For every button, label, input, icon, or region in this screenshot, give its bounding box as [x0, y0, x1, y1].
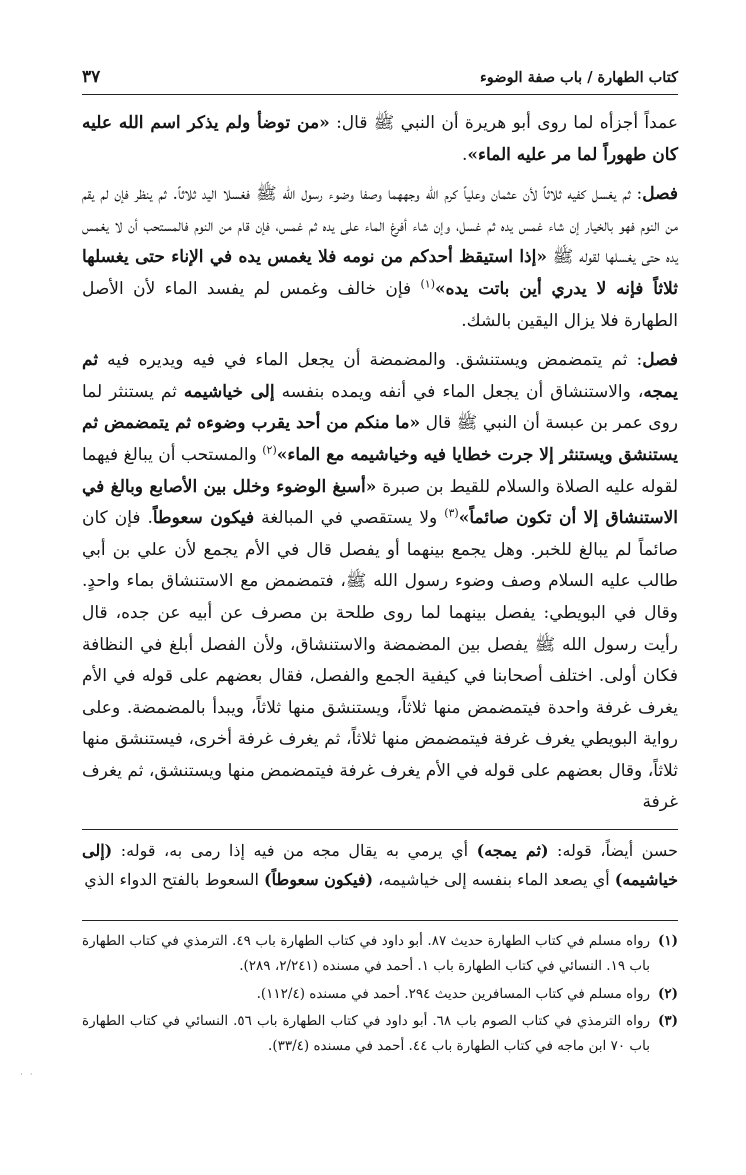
section-heading: فصل: [642, 350, 678, 371]
bold-term: ثم يمجه: [82, 350, 678, 402]
footnote-ref: (٣): [444, 506, 459, 520]
footnote-ref: (١): [420, 277, 435, 291]
text-run: فإن خالف وغمس لم يفسد الماء لأن الأصل الطهارة فلا يزال اليقين بالشك.: [82, 278, 678, 331]
text-run: أي يصعد الماء بنفسه إلى خياشيمه،: [373, 870, 615, 889]
footnote-number: (٣): [657, 1013, 678, 1030]
hadith-quote: «أسبغ الوضوء وخلل بين الأصابع وبالغ في الاستنشاق إلا أن تكون صائماً»: [82, 476, 678, 529]
text-run: ، والاستنشاق أن يجعل الماء في أنفه ويمده بنفسه: [274, 381, 644, 402]
chapter-title: كتاب الطهارة / باب صفة الوضوء: [479, 69, 678, 86]
bold-term: فيكون سعوطاً: [152, 508, 255, 529]
footnote-text: رواه مسلم في كتاب الطهارة حديث ٨٧. أبو داود في كتاب الطهارة باب ٤٩. الترمذي في كتاب الطهارة باب ١٩. النسائي في كتاب الطهارة باب ١. أحمد في مسنده (٢/٢٤١، ٢٨٩).: [82, 933, 650, 974]
text-run: السعوط بالفتح الدواء الذي: [84, 870, 265, 889]
footnotes-divider: [82, 920, 678, 921]
page-number: ٣٧: [82, 67, 101, 87]
text-run: والمستحب أن يبالغ فيهما لقوله عليه الصلاة والسلام للقيط بن صبرة: [82, 444, 679, 497]
footnote-number: (٢): [657, 985, 678, 1002]
paragraph-2: [82, 179, 678, 337]
paragraph-1: [82, 108, 678, 171]
text-run: . فإن كان صائماً لم يبالغ للخبر. وهل يجمع بينهما أو يفصل قال في الأم يجمع لأن علي بن أبي طالب عليه السلام وصف وضوء رسول الله ﷺ، فتمضمض مع الاستنشاق بماء واحدٍ. وقال في البويطي: يفصل بينهما لما روى طلحة بن مصرف عن أبيه عن جده، قال رأيت رسول الله ﷺ يفصل بين المضمضة والاستنشاق، ولأن الفصل أبلغ في النظافة فكان أولى. اختلف أصحابنا في كيفية الجمع والفصل، فقال بعضهم على قوله في الأم يغرف غرفة واحدة فيتمضمض منها ثلاثاً، ويستنشق منها ثلاثاً، ويبدأ بالمضمضة. وعلى رواية البويطي يغرف غرفة فيتمضمض منها ثلاثاً، ثم يغرف غرفة أخرى، فيستنشق منها ثلاثاً، وقال بعضهم على قوله في الأم يغرف غرفة فيتمضمض منها ويستنشق، ثم يغرف غرفة: [82, 508, 678, 813]
running-header: [82, 66, 678, 95]
text-run: : ثم يتمضمض ويستنشق. والمضمضة أن يجعل الماء في فيه ويديره فيه: [98, 350, 643, 371]
bold-term: (فيكون سعوطاً): [264, 870, 374, 889]
hadith-quote: «ما منكم من أحد يقرب وضوءه ثم يتمضمض ثم يستنشق ويستنثر إلا جرت خطايا فيه وخياشيمه مع الماء»: [82, 413, 678, 465]
footnote-2: [82, 982, 678, 1007]
hadith-quote: «من توضأ ولم يذكر اسم الله عليه كان طهوراً لما مر عليه الماء»: [82, 113, 678, 165]
paragraph-3: [82, 345, 678, 819]
footnote-number: (١): [657, 933, 678, 949]
text-run: أي يرمي به يقال مجه من فيه إذا رمى به، قوله:: [112, 841, 477, 860]
scan-artifact-dots: · ·: [20, 1070, 35, 1080]
footnote-ref: (٢): [262, 443, 277, 457]
section-heading: فصل: [642, 184, 678, 205]
hadith-quote: «إذا استيقظ أحدكم من نومه فلا يغمس يده في الإناء حتى يغسلها ثلاثاً فإنه لا يدري أين باتت يده»: [82, 247, 678, 299]
text-run: عمداً أجزأه لما روى أبو هريرة أن النبي ﷺ قال:: [329, 113, 678, 133]
footnote-text: رواه مسلم في كتاب المسافرين حديث ٢٩٤. أحمد في مسنده (١١٢/٤).: [256, 985, 650, 1002]
footnote-text: رواه الترمذي في كتاب الصوم باب ٦٨. أبو داود في كتاب الطهارة باب ٥٦. النسائي في كتاب الطهارة باب ٧٠ ابن ماجه في كتاب الطهارة باب ٤٤. أحمد في مسنده (٣٣/٤).: [82, 1013, 650, 1055]
text-run: : ثم يغسل كفيه ثلاثاً لأن عثمان وعلياً كرم الله وجههما وصفا وضوء رسول الله ﷺ فغسلا اليد ثلاثاً. ثم ينظر فإن لم يقم من النوم فهو بالخيار إن شاء غمس يده ثم غسل، وإن شاء أفرغ الماء على يده ثم غمس، فإن قام من النوم فالمستحب أن لا يغمس يده حتى يغسلها لقوله ﷺ: [82, 184, 678, 268]
text-run: ثم يستنثر لما روى عمر بن عبسة أن النبي ﷺ قال: [82, 381, 678, 434]
footnote-1: [82, 929, 678, 979]
text-run: ولا يستقصي في المبالغة: [254, 508, 445, 529]
text-run: حسن أيضاً، قوله:: [548, 841, 679, 860]
bold-term: (ثم يمجه): [476, 841, 549, 860]
commentary-divider: [82, 829, 678, 830]
footnote-3: [82, 1009, 678, 1059]
bold-term: (إلى خياشيمه): [82, 841, 678, 889]
commentary-paragraph: [82, 836, 678, 894]
text-run: .: [461, 144, 468, 165]
commentary-section: [82, 836, 678, 894]
main-text: [82, 108, 678, 819]
bold-term: إلى خياشيمه: [183, 381, 275, 402]
footnotes-section: [82, 929, 678, 1062]
